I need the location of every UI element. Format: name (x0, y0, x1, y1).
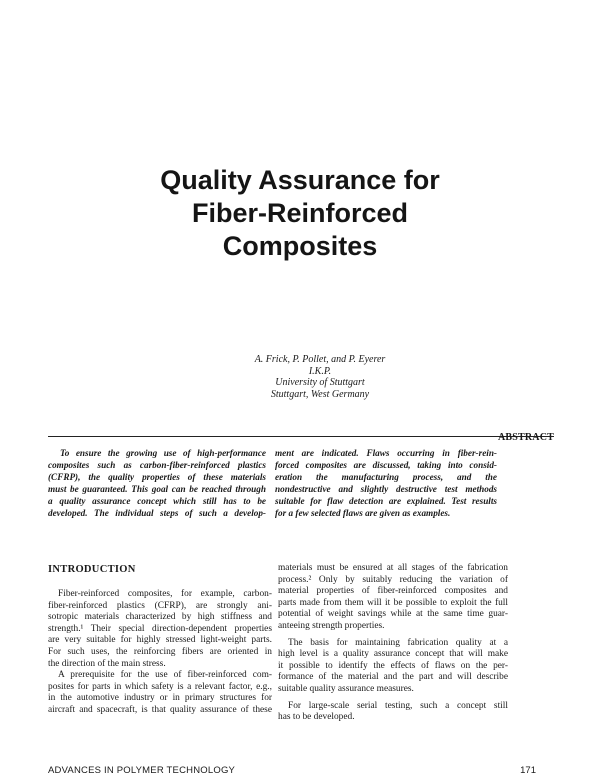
body-left-column (48, 589, 272, 717)
body-line: it possible to identify the effects of flaws on the per- (278, 660, 508, 671)
body-line: materials must be ensured at all stages of the fabrication (278, 563, 508, 573)
author-location: Stuttgart, West Germany (270, 388, 370, 400)
body-line: strength.¹ Their special direction-dependent properties (48, 623, 272, 634)
abstract-right-column (275, 447, 497, 520)
body-line: For such uses, the reinforcing fibers are oriented in (48, 646, 272, 657)
body-right-column (278, 563, 508, 724)
body-line: formance of the material and the part and will describe (278, 672, 508, 683)
body-line: For large-scale serial testing, such a concept still (288, 700, 508, 711)
body-line: aircraft and spacecraft, is that quality assurance of these (48, 704, 272, 715)
section-heading: INTRODUCTION (48, 564, 136, 575)
body-line: A prerequisite for the use of fiber-reinforced com- (58, 670, 272, 681)
abstract-line: eration the manufacturing process, and the (275, 472, 497, 483)
body-line: fiber-reinforced plastics (CFRP), are strongly ani- (48, 600, 272, 611)
body-line: material properties of fiber-reinforced composites and (278, 586, 508, 597)
author-institute: I.K.P. (308, 365, 332, 377)
title-line: Composites (222, 231, 378, 261)
body-line: potential of weight savings while at the same time guar- (278, 609, 508, 620)
journal-footer: ADVANCES IN POLYMER TECHNOLOGY (48, 765, 236, 776)
abstract-line: ment are indicated. Flaws occurring in fiber-rein- (275, 448, 497, 458)
body-line: in the automotive industry or in primary structures for (48, 693, 272, 704)
page-number: 171 (520, 765, 536, 776)
body-line: anteeing strength properties. (278, 620, 385, 631)
body-line: posites for parts in which safety is a relevant factor, e.g., (48, 681, 272, 692)
body-line: process.² Only by suitably reducing the variation of (278, 574, 508, 585)
author-block (120, 354, 520, 400)
paper-title (0, 164, 600, 263)
body-line: has to be developed. (278, 712, 355, 723)
author-university: University of Stuttgart (275, 377, 365, 388)
author-names: A. Frick, P. Pollet, and P. Eyerer (254, 354, 386, 365)
body-line: sotropic materials characterized by high stiffness and (48, 612, 272, 623)
abstract-line: for a few selected flaws are given as examples. (275, 508, 451, 519)
body-line: The basis for maintaining fabrication quality at a (288, 637, 508, 648)
abstract-line: nondestructive and slightly destructive test methods (275, 484, 497, 495)
abstract-left-column (48, 447, 266, 520)
body-line: Fiber-reinforced composites, for example, carbon- (58, 589, 272, 599)
abstract-line: must be guaranteed. This goal can be reached through (48, 484, 266, 495)
abstract-line: developed. The individual steps of such a develop- (48, 508, 266, 519)
abstract-line: To ensure the growing use of high-performance (60, 448, 266, 458)
title-line: Fiber-Reinforced (191, 198, 409, 228)
abstract-line: a quality assurance concept which still has to be (48, 496, 266, 507)
abstract-label: ABSTRACT (497, 432, 554, 443)
abstract-divider (48, 436, 554, 437)
abstract-line: suitable for flaw detection are explained. Test results (275, 496, 497, 507)
abstract-line: forced composites are discussed, taking into consid- (275, 460, 497, 471)
body-line: high level is a quality assurance concept that will make (278, 649, 508, 660)
body-line: parts made from them will it be possible to exploit the full (278, 597, 508, 608)
body-line: suitable quality assurance measures. (278, 683, 414, 694)
abstract-line: (CFRP), the quality properties of these materials (48, 472, 266, 483)
body-line: are very suitable for highly stressed light-weight parts. (48, 635, 272, 646)
body-line: the direction of the main stress. (48, 658, 166, 669)
abstract-line: composites such as carbon-fiber-reinforced plastics (48, 460, 266, 471)
title-line: Quality Assurance for (160, 165, 440, 195)
